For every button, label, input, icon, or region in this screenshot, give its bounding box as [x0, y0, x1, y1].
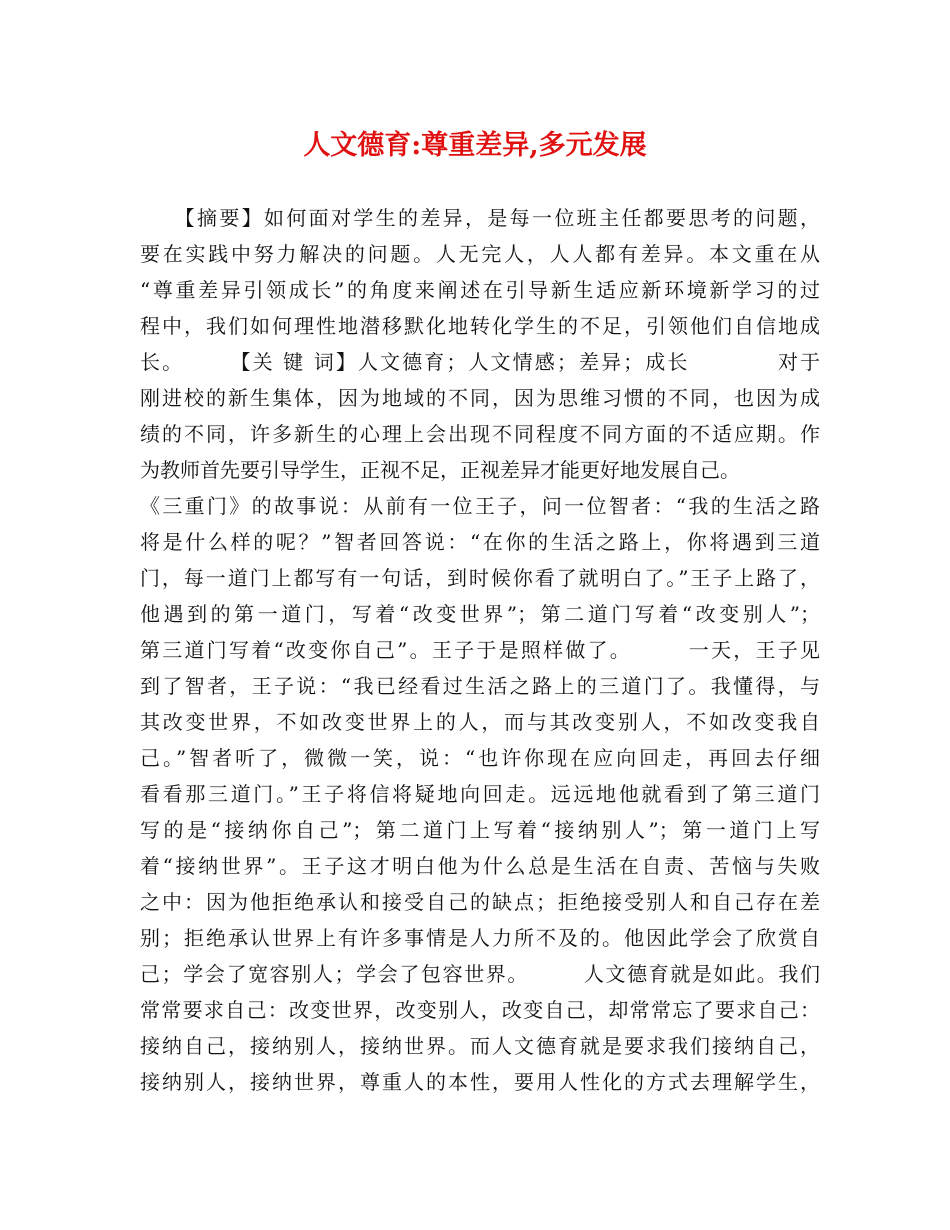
text-line: 为教师首先要引导学生，正视不足，正视差异才能更好地发展自己。 [140, 458, 740, 482]
text-line: 常常要求自己：改变世界，改变别人，改变自己，却常常忘了要求自己： [140, 998, 820, 1022]
text-line: 己；学会了宽容别人；学会了包容世界。 人文德育就是如此。我们 [140, 962, 820, 986]
text-line: 【摘要】如何面对学生的差异，是每一位班主任都要思考的问题， [140, 206, 820, 230]
text-line: “尊重差异引领成长”的角度来阐述在引导新生适应新环境新学习的过 [140, 278, 820, 302]
text-line: 要在实践中努力解决的问题。人无完人，人人都有差异。本文重在从 [140, 242, 820, 266]
text-line: 写的是“接纳你自己”；第二道门上写着“接纳别人”；第一道门上写 [140, 818, 820, 842]
text-line: 别；拒绝承认世界上有许多事情是人力所不及的。他因此学会了欣赏自 [140, 926, 820, 950]
text-line: 之中：因为他拒绝承认和接受自己的缺点；拒绝接受别人和自己存在差 [140, 890, 820, 914]
text-line: 《三重门》的故事说：从前有一位王子，问一位智者：“我的生活之路 [140, 494, 820, 518]
text-line: 长。 【关 键 词】人文德育；人文情感；差异；成长 对于 [140, 350, 820, 374]
text-line: 程中，我们如何理性地潜移默化地转化学生的不足，引领他们自信地成 [140, 314, 820, 338]
text-line: 接纳自己，接纳别人，接纳世界。而人文德育就是要求我们接纳自己， [140, 1034, 820, 1058]
text-line: 刚进校的新生集体，因为地域的不同，因为思维习惯的不同，也因为成 [140, 386, 820, 410]
text-line: 他遇到的第一道门，写着“改变世界”；第二道门写着“改变别人”； [140, 602, 820, 626]
text-line: 门，每一道门上都写有一句话，到时候你看了就明白了。”王子上路了， [140, 566, 820, 590]
text-line: 其改变世界，不如改变世界上的人，而与其改变别人，不如改变我自 [140, 710, 820, 734]
text-line: 己。”智者听了，微微一笑，说：“也许你现在应向回走，再回去仔细 [140, 746, 820, 770]
document-title: 人文德育:尊重差异,多元发展 [303, 130, 647, 161]
text-line: 绩的不同，许多新生的心理上会出现不同程度不同方面的不适应期。作 [140, 422, 820, 446]
text-line: 第三道门写着“改变你自己”。王子于是照样做了。 一天，王子见 [140, 638, 820, 662]
document-body [140, 200, 820, 1100]
text-line: 将是什么样的呢？”智者回答说：“在你的生活之路上，你将遇到三道 [140, 530, 820, 554]
text-line: 着“接纳世界”。王子这才明白他为什么总是生活在自责、苦恼与失败 [140, 854, 820, 878]
text-line: 看看那三道门。”王子将信将疑地向回走。远远地他就看到了第三道门 [140, 782, 820, 806]
text-line: 接纳别人，接纳世界，尊重人的本性，要用人性化的方式去理解学生， [140, 1070, 820, 1094]
text-line: 到了智者，王子说：“我已经看过生活之路上的三道门了。我懂得，与 [140, 674, 820, 698]
